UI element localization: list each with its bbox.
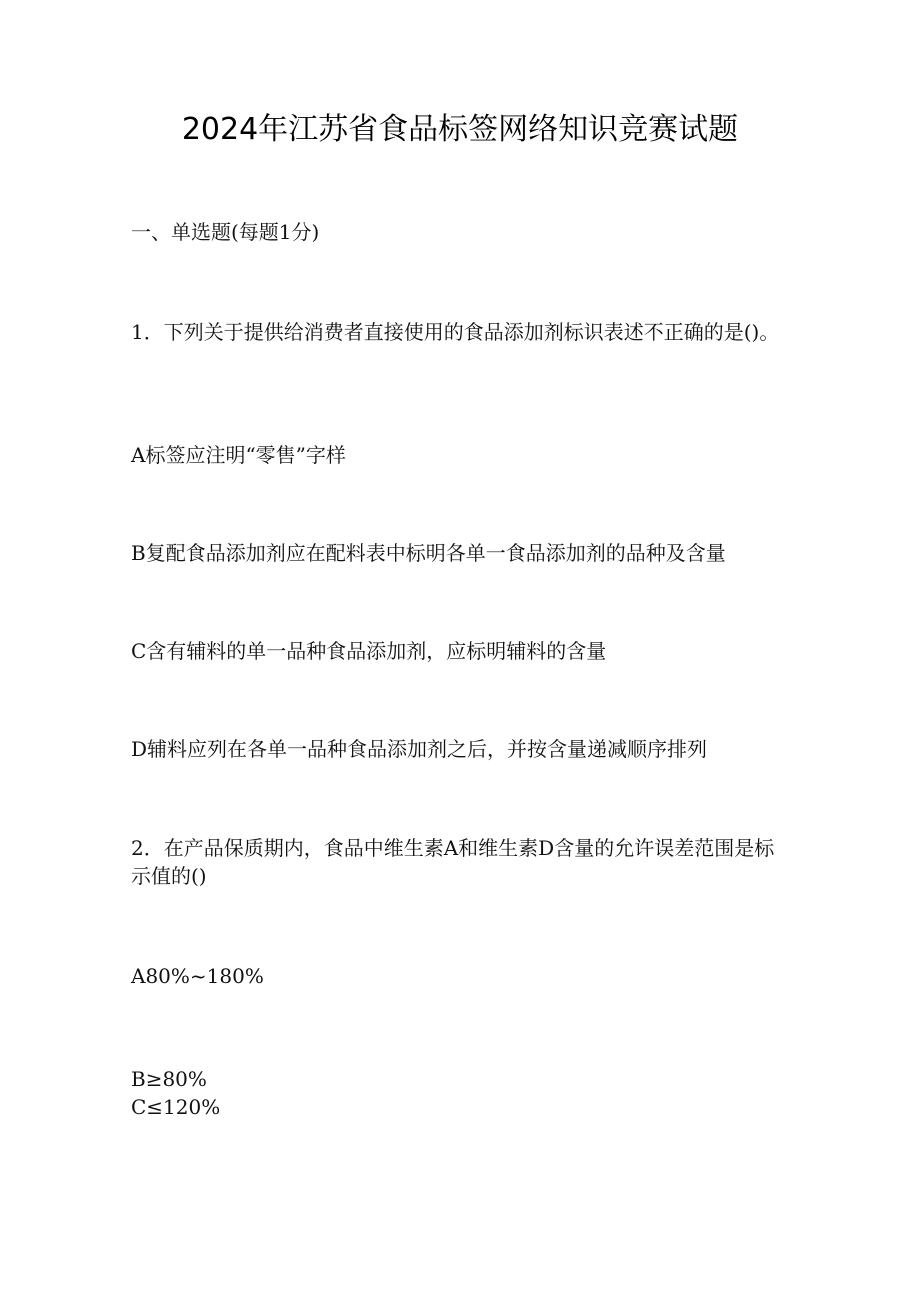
question-2-option-b: B≥80%	[131, 1067, 207, 1091]
question-2-option-a: A80%~180%	[131, 964, 264, 988]
question-1-option-d: D辅料应列在各单一品种食品添加剂之后，并按含量递减顺序排列	[131, 737, 708, 761]
question-2-stem: 2．在产品保质期内，食品中维生素A和维生素D含量的允许误差范围是标示值的()	[131, 836, 775, 888]
section-heading: 一、单选题(每题1分)	[131, 220, 320, 244]
question-2-option-c: C≤120%	[131, 1095, 221, 1119]
question-1-option-b: B复配食品添加剂应在配料表中标明各单一食品添加剂的品种及含量	[131, 541, 726, 565]
question-1-option-a: A标签应注明“零售”字样	[131, 443, 346, 467]
document-title: 2024年江苏省食品标签网络知识竞赛试题	[181, 112, 739, 147]
question-1-option-c: C含有辅料的单一品种食品添加剂，应标明辅料的含量	[131, 639, 607, 663]
question-1-stem: 1．下列关于提供给消费者直接使用的食品添加剂标识表述不正确的是()。	[131, 320, 780, 344]
